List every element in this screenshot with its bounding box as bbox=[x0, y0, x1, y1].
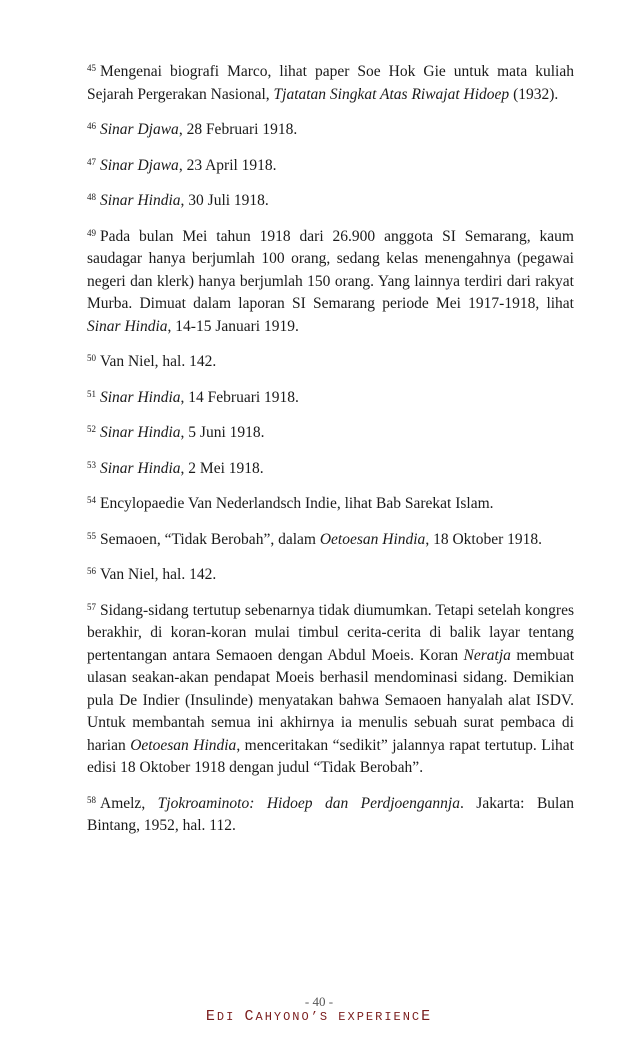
footnote-title-italic: Sinar Hindia bbox=[100, 459, 181, 477]
footnote-title-italic: Tjatatan Singkat Atas Riwajat Hidoep bbox=[273, 85, 510, 103]
footnote-number: 52 bbox=[87, 424, 96, 434]
footnote bbox=[87, 115, 574, 142]
footnote-title-italic: Sinar Hindia bbox=[100, 424, 181, 441]
footnote-text: . Jakarta: Bulan Bintang, 1952, hal. 112. bbox=[87, 794, 574, 834]
footnote bbox=[87, 57, 574, 106]
footnote bbox=[87, 347, 574, 374]
footnote-text: , 14 Februari 1918. bbox=[180, 388, 299, 406]
footer-text-part: E bbox=[205, 1008, 217, 1025]
footnote-text: membuat ulasan seakan-akan pendapat Moeis berhasil mendominasi sidang. Demikian pula De Indier (Insulinde) menyatakan bahwa Semaoen hanyalah alat ISDV. Untuk membantah semua ini akhirnya ia menulis sebuah surat pembaca di harian bbox=[87, 646, 575, 754]
footer-text-part: E bbox=[421, 1008, 433, 1025]
footnote bbox=[87, 560, 574, 587]
running-footer bbox=[0, 1008, 638, 1025]
footnote-title-italic: Sinar Djawa bbox=[100, 156, 179, 174]
footnote-number: 53 bbox=[87, 459, 96, 470]
footnote-title-italic: Oetoesan Hindia bbox=[319, 530, 426, 548]
footnote-text: , 28 Februari 1918. bbox=[178, 121, 298, 138]
footnote-number: 46 bbox=[87, 121, 96, 131]
footer-text-part: AHYONO’S EXPERIENC bbox=[255, 1010, 422, 1024]
footnote-text: Encylopaedie Van Nederlandsch Indie, lihat Bab Sarekat Islam. bbox=[100, 495, 494, 512]
footnote-text: , 14-15 Januari 1919. bbox=[167, 317, 299, 335]
footnote-title-italic: Sinar Hindia bbox=[100, 192, 181, 209]
footnote bbox=[87, 525, 574, 552]
footnote-text: Van Niel, hal. 142. bbox=[100, 566, 217, 583]
footnote-text: , 23 April 1918. bbox=[178, 156, 277, 174]
footnote-text: , 5 Juni 1918. bbox=[180, 424, 265, 441]
footnote-number: 57 bbox=[87, 601, 96, 612]
footnote-text: , menceritakan “sedikit” jalannya rapat tertutup. Lihat edisi 18 Oktober 1918 dengan judul “Tidak Berobah”. bbox=[87, 736, 574, 776]
footnote bbox=[87, 454, 574, 481]
footnote-number: 54 bbox=[87, 495, 96, 505]
footnote-text: Mengenai biografi Marco, lihat paper Soe Hok Gie untuk mata kuliah Sejarah Pergerakan Nasional, bbox=[87, 63, 574, 103]
footnote-text: , 2 Mei 1918. bbox=[180, 459, 264, 477]
footnote-text: Van Niel, hal. 142. bbox=[100, 353, 217, 370]
footnote-number: 47 bbox=[87, 156, 96, 167]
footnote-title-italic: Sinar Hindia bbox=[100, 388, 181, 406]
footnote-title-italic: Sinar Djawa bbox=[100, 121, 179, 138]
footnote-text: Semaoen, “Tidak Berobah”, dalam bbox=[100, 530, 320, 548]
footer-text-part: C bbox=[244, 1008, 256, 1025]
footnote-number: 45 bbox=[87, 63, 96, 73]
footnote-title-italic: Oetoesan Hindia bbox=[130, 736, 237, 754]
footnote-title-italic: Neratja bbox=[463, 646, 511, 664]
footnote-text: Amelz, bbox=[100, 794, 158, 812]
footnote bbox=[87, 186, 574, 213]
footnote-text: , 30 Juli 1918. bbox=[180, 192, 269, 209]
footnote-number: 48 bbox=[87, 192, 96, 202]
footer-text-part: DI bbox=[216, 1010, 245, 1024]
page-number: - 40 - bbox=[304, 994, 334, 1009]
footnote bbox=[87, 418, 574, 445]
footnote-number: 56 bbox=[87, 566, 96, 576]
footnote bbox=[87, 489, 574, 516]
footnote-number: 49 bbox=[87, 227, 96, 238]
footnote bbox=[87, 383, 574, 410]
footnote-text: Sidang-sidang tertutup sebenarnya tidak diumumkan. Tetapi setelah kongres berakhir, di koran-koran mulai timbul cerita-cerita di balik layar tentang pertentangan antara Semaoen dengan Abdul Moeis. Koran bbox=[87, 601, 574, 664]
footnote bbox=[87, 596, 574, 780]
footnote-title-italic: Sinar Hindia bbox=[87, 317, 168, 335]
footnote bbox=[87, 222, 574, 339]
footnote-number: 50 bbox=[87, 353, 96, 363]
footnote-text: , 18 Oktober 1918. bbox=[425, 530, 542, 548]
footnote-number: 51 bbox=[87, 388, 96, 399]
footnote bbox=[87, 789, 574, 838]
footnote bbox=[87, 151, 574, 178]
footnote-text: Pada bulan Mei tahun 1918 dari 26.900 anggota SI Semarang, kaum saudagar hanya berjumlah 100 orang, sedang kelas menengahnya (pegawai negeri dan klerk) hanya berjumlah 150 orang. Yang lainnya terdiri dari rakyat Murba. Dimuat dalam laporan SI Semarang periode Mei 1917-1918, lihat bbox=[87, 227, 574, 312]
footnote-number: 58 bbox=[87, 794, 96, 805]
footnote-number: 55 bbox=[87, 530, 96, 541]
footnote-text: (1932). bbox=[509, 85, 559, 103]
footnotes-list bbox=[87, 57, 574, 847]
footnote-title-italic: Tjokroaminoto: Hidoep dan Perdjoengannja bbox=[157, 794, 460, 812]
